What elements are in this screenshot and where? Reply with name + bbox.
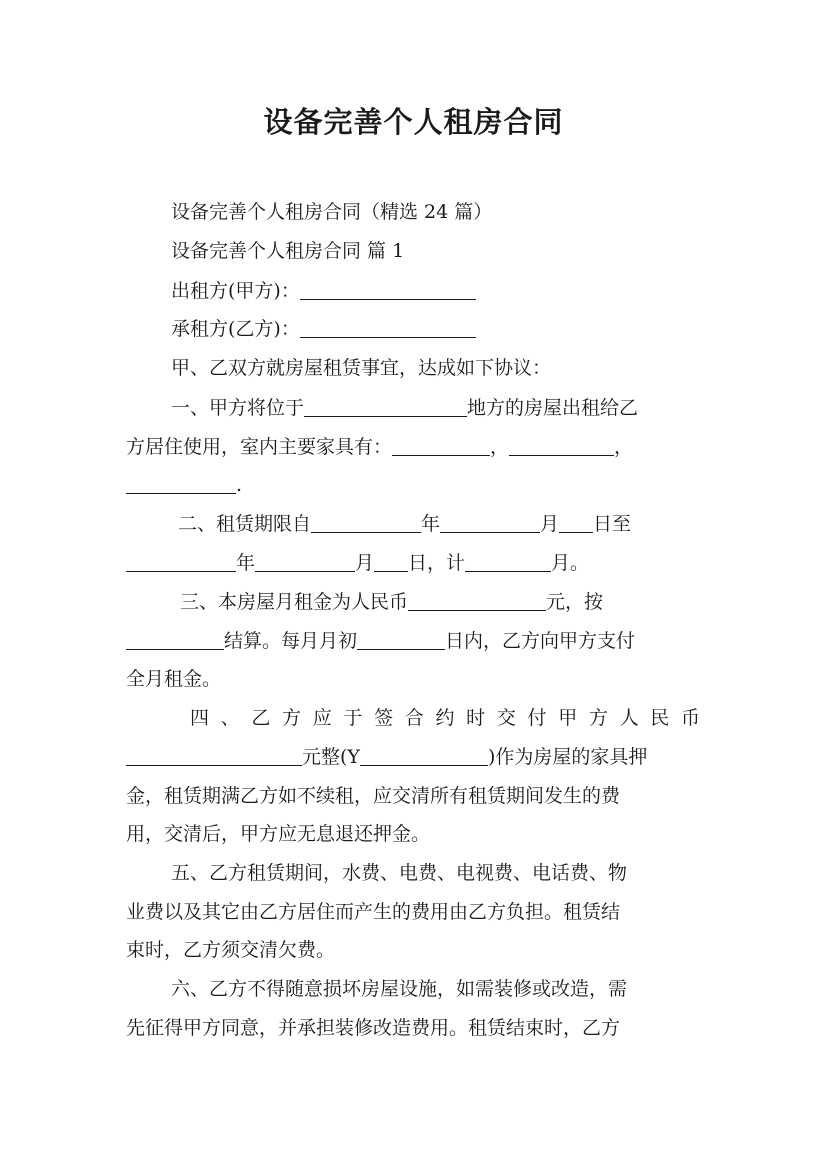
clause1-line2 — [126, 434, 633, 460]
clause2-day-to-label: 日至 — [593, 513, 632, 535]
clause1-text-c: 方居住使用，室内主要家具有： — [126, 436, 393, 458]
clause2-month-label: 月 — [540, 513, 560, 535]
clause2-start-year-blank[interactable] — [311, 512, 421, 533]
clause2-start-day-blank[interactable] — [559, 512, 593, 533]
lessor-label: 出租方(甲方)： — [171, 280, 300, 302]
clause3-text-a: 三、本房屋月租金为人民币 — [180, 591, 409, 613]
document-title: 设备完善个人租房合同 — [263, 105, 564, 139]
clause2-end-year-label: 年 — [236, 552, 256, 574]
clause6-line1: 六、乙方不得随意损坏房屋设施，如需装修或改造，需 — [171, 978, 628, 1000]
clause2-total-label: 日，计 — [408, 552, 466, 574]
intro-line: 甲、乙双方就房屋租赁事宜，达成如下协议： — [171, 357, 552, 379]
clause2-total-months-blank[interactable] — [465, 551, 551, 572]
clause3-text-d: 日内，乙方向甲方支付 — [445, 630, 636, 652]
clause1-text-a: 一、甲方将位于 — [171, 397, 305, 419]
clause2-text-a: 二、租赁期限自 — [178, 513, 312, 535]
clause2-end-day-blank[interactable] — [374, 551, 408, 572]
clause4-deposit-figure-blank[interactable] — [360, 745, 488, 766]
clause3-line2 — [126, 628, 635, 654]
clause1-line3 — [126, 472, 242, 498]
clause3-settlement-blank[interactable] — [126, 629, 224, 650]
clause2-year-label: 年 — [421, 513, 441, 535]
lessee-line — [171, 316, 476, 342]
lessor-line — [171, 278, 476, 304]
clause2-start-month-blank[interactable] — [440, 512, 540, 533]
clause1-text-b: 地方的房屋出租给乙 — [467, 397, 639, 419]
lessee-blank[interactable] — [300, 317, 476, 338]
clause2-months-label: 月。 — [551, 552, 590, 574]
clause2-line2 — [126, 550, 589, 576]
clause3-line3: 全月租金。 — [126, 668, 222, 690]
clause4-line1: 四、乙方应于签合约时交付甲方人民币 — [190, 707, 700, 729]
clause2-line1 — [178, 511, 631, 537]
clause5-line1: 五、乙方租赁期间，水费、电费、电视费、电话费、物 — [171, 862, 628, 884]
clause1-comma-1: ， — [490, 436, 510, 458]
clause2-end-month-label: 月 — [355, 552, 375, 574]
clause5-line3: 束时，乙方须交清欠费。 — [126, 939, 336, 961]
clause4-text-b: 元整(Y — [302, 746, 360, 768]
clause3-line1 — [180, 589, 603, 615]
clause4-line3: 金，租赁期满乙方如不续租，应交清所有租赁期间发生的费 — [126, 785, 621, 807]
subtitle: 设备完善个人租房合同（精选 24 篇） — [171, 201, 493, 223]
clause5-line2: 业费以及其它由乙方居住而产生的费用由乙方负担。租赁结 — [126, 901, 621, 923]
clause4-line2 — [126, 744, 647, 770]
clause3-days-blank[interactable] — [357, 629, 445, 650]
clause4-deposit-amount-blank[interactable] — [126, 745, 302, 766]
clause2-end-month-blank[interactable] — [255, 551, 355, 572]
clause3-rent-blank[interactable] — [408, 590, 546, 611]
clause1-furniture-blank-3[interactable] — [126, 473, 236, 494]
clause3-text-c: 结算。每月月初 — [224, 630, 358, 652]
lessee-label: 承租方(乙方)： — [171, 318, 300, 340]
clause1-line1 — [171, 395, 638, 421]
lessor-blank[interactable] — [300, 279, 476, 300]
clause2-end-year-blank[interactable] — [126, 551, 236, 572]
clause1-comma-2: ， — [614, 436, 634, 458]
clause3-text-b: 元，按 — [546, 591, 604, 613]
clause1-location-blank[interactable] — [304, 396, 467, 417]
clause1-period: . — [236, 474, 243, 496]
section-heading: 设备完善个人租房合同 篇 1 — [171, 240, 405, 262]
clause6-line2: 先征得甲方同意，并承担装修改造费用。租赁结束时，乙方 — [126, 1017, 621, 1039]
clause1-furniture-blank-1[interactable] — [392, 435, 490, 456]
clause4-line4: 用，交清后，甲方应无息退还押金。 — [126, 823, 431, 845]
clause1-furniture-blank-2[interactable] — [509, 435, 614, 456]
clause4-text-c: )作为房屋的家具押 — [487, 746, 648, 768]
